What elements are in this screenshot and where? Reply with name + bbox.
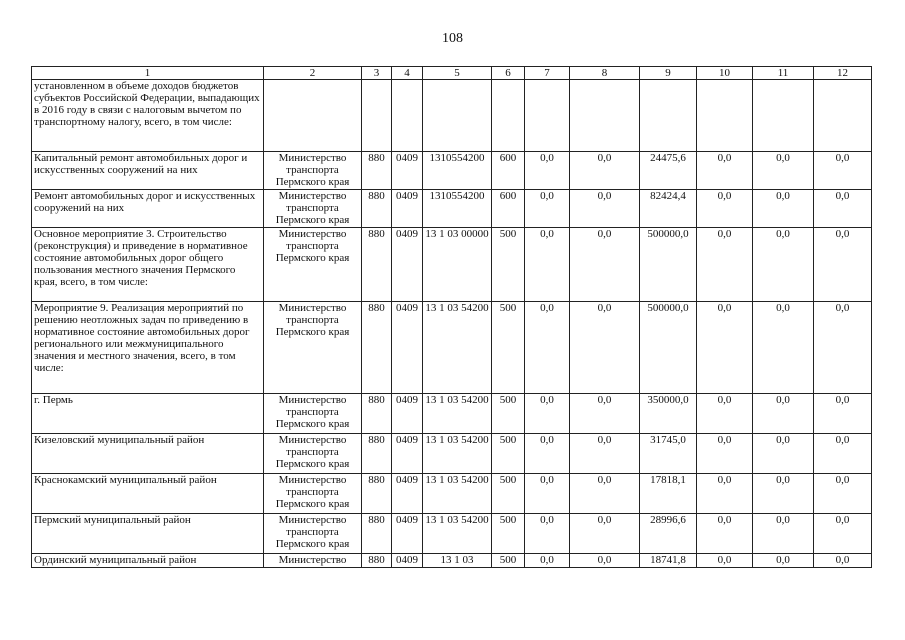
- value-cell: 0,0: [753, 190, 814, 228]
- value-cell: 500000,0: [640, 302, 697, 394]
- value-cell: 0,0: [570, 152, 640, 190]
- col-header: 5: [423, 67, 492, 80]
- value-cell: 500: [492, 302, 525, 394]
- value-cell: 880: [362, 434, 392, 474]
- col-header: 1: [32, 67, 264, 80]
- col-header: 6: [492, 67, 525, 80]
- value-cell: 13 1 03: [423, 554, 492, 568]
- value-cell: 0,0: [570, 190, 640, 228]
- col-header: 9: [640, 67, 697, 80]
- value-cell: 0,0: [525, 434, 570, 474]
- value-cell: 600: [492, 190, 525, 228]
- row-name-cell: Мероприятие 9. Реализация мероприятий по решению неотложных задач по приведению в нормативное состояние автомобильных дорог регионального или межмуниципального значения и местного значения, всего, в том числе:: [32, 302, 264, 394]
- value-cell: 880: [362, 152, 392, 190]
- table-row: [32, 302, 872, 394]
- table-row: [32, 228, 872, 302]
- value-cell: 0,0: [570, 228, 640, 302]
- value-cell: 0,0: [697, 228, 753, 302]
- value-cell: 880: [362, 554, 392, 568]
- row-name-cell: Ремонт автомобильных дорог и искусственных сооружений на них: [32, 190, 264, 228]
- value-cell: 0,0: [570, 474, 640, 514]
- value-cell: 82424,4: [640, 190, 697, 228]
- row-name-cell: Основное мероприятие 3. Строительство (реконструкция) и приведение в нормативное состояние автомобильных дорог общего пользования местного значения Пермского края, всего, в том числе:: [32, 228, 264, 302]
- col-header: 2: [264, 67, 362, 80]
- value-cell: 1310554200: [423, 152, 492, 190]
- value-cell: 500: [492, 554, 525, 568]
- value-cell: 0,0: [753, 228, 814, 302]
- value-cell: 13 1 03 54200: [423, 514, 492, 554]
- ministry-cell: Министерство транспорта Пермского края: [264, 394, 362, 434]
- value-cell: 0409: [392, 514, 423, 554]
- value-cell: [753, 80, 814, 152]
- table-row: [32, 394, 872, 434]
- value-cell: [814, 80, 872, 152]
- value-cell: 500: [492, 514, 525, 554]
- table-row: [32, 190, 872, 228]
- column-number-header: [32, 67, 872, 80]
- value-cell: 0,0: [814, 434, 872, 474]
- value-cell: 28996,6: [640, 514, 697, 554]
- value-cell: 13 1 03 00000: [423, 228, 492, 302]
- row-name-cell: Ординский муниципальный район: [32, 554, 264, 568]
- value-cell: 0,0: [814, 554, 872, 568]
- value-cell: 880: [362, 394, 392, 434]
- value-cell: 880: [362, 474, 392, 514]
- ministry-cell: Министерство транспорта Пермского края: [264, 228, 362, 302]
- col-header: 12: [814, 67, 872, 80]
- value-cell: 0,0: [753, 474, 814, 514]
- ministry-cell: Министерство транспорта Пермского края: [264, 152, 362, 190]
- table-row: [32, 434, 872, 474]
- value-cell: 31745,0: [640, 434, 697, 474]
- value-cell: 13 1 03 54200: [423, 302, 492, 394]
- value-cell: 0409: [392, 394, 423, 434]
- value-cell: 880: [362, 190, 392, 228]
- value-cell: 0,0: [697, 302, 753, 394]
- col-header: 4: [392, 67, 423, 80]
- value-cell: 0409: [392, 474, 423, 514]
- value-cell: 13 1 03 54200: [423, 434, 492, 474]
- value-cell: 0,0: [697, 190, 753, 228]
- value-cell: 0,0: [753, 514, 814, 554]
- col-header: 8: [570, 67, 640, 80]
- value-cell: 500: [492, 434, 525, 474]
- value-cell: 0,0: [697, 514, 753, 554]
- table-row: [32, 80, 872, 152]
- value-cell: 0409: [392, 152, 423, 190]
- value-cell: 0,0: [814, 228, 872, 302]
- ministry-cell: Министерство транспорта Пермского края: [264, 434, 362, 474]
- value-cell: 0,0: [697, 434, 753, 474]
- ministry-cell: Министерство транспорта Пермского края: [264, 514, 362, 554]
- value-cell: 500: [492, 228, 525, 302]
- col-header: 7: [525, 67, 570, 80]
- value-cell: 0,0: [525, 190, 570, 228]
- value-cell: 18741,8: [640, 554, 697, 568]
- value-cell: [570, 80, 640, 152]
- row-name-cell: установленном в объеме доходов бюджетов субъектов Российской Федерации, выпадающих в 2016 году в связи с налоговым вычетом по транспортному налогу, всего, в том числе:: [32, 80, 264, 152]
- value-cell: 0,0: [753, 394, 814, 434]
- value-cell: [640, 80, 697, 152]
- value-cell: 0,0: [525, 514, 570, 554]
- value-cell: 24475,6: [640, 152, 697, 190]
- value-cell: 880: [362, 514, 392, 554]
- value-cell: 0,0: [814, 152, 872, 190]
- value-cell: 0,0: [814, 474, 872, 514]
- value-cell: 0,0: [570, 434, 640, 474]
- table-row: [32, 152, 872, 190]
- value-cell: 0,0: [570, 514, 640, 554]
- page-number: 108: [442, 31, 463, 46]
- ministry-cell: [264, 80, 362, 152]
- value-cell: 0,0: [697, 554, 753, 568]
- value-cell: [697, 80, 753, 152]
- value-cell: 0409: [392, 554, 423, 568]
- value-cell: 0,0: [814, 394, 872, 434]
- value-cell: [392, 80, 423, 152]
- value-cell: [492, 80, 525, 152]
- value-cell: 0,0: [570, 394, 640, 434]
- value-cell: 0,0: [525, 474, 570, 514]
- value-cell: 13 1 03 54200: [423, 474, 492, 514]
- budget-table: [31, 66, 872, 568]
- value-cell: 880: [362, 228, 392, 302]
- value-cell: 0,0: [570, 302, 640, 394]
- value-cell: 0,0: [753, 434, 814, 474]
- value-cell: 0409: [392, 434, 423, 474]
- value-cell: 17818,1: [640, 474, 697, 514]
- value-cell: 0,0: [753, 152, 814, 190]
- value-cell: 0,0: [525, 152, 570, 190]
- ministry-cell: Министерство транспорта Пермского края: [264, 474, 362, 514]
- value-cell: 600: [492, 152, 525, 190]
- ministry-cell: Министерство: [264, 554, 362, 568]
- value-cell: 0409: [392, 190, 423, 228]
- row-name-cell: Капитальный ремонт автомобильных дорог и искусственных сооружений на них: [32, 152, 264, 190]
- value-cell: 0,0: [525, 228, 570, 302]
- value-cell: 0,0: [697, 152, 753, 190]
- value-cell: 0,0: [697, 474, 753, 514]
- value-cell: 0,0: [753, 302, 814, 394]
- row-name-cell: Кизеловский муниципальный район: [32, 434, 264, 474]
- value-cell: 0,0: [525, 302, 570, 394]
- value-cell: 0,0: [525, 394, 570, 434]
- value-cell: 13 1 03 54200: [423, 394, 492, 434]
- value-cell: 0,0: [753, 554, 814, 568]
- table-row: [32, 514, 872, 554]
- col-header: 10: [697, 67, 753, 80]
- col-header: 11: [753, 67, 814, 80]
- value-cell: 0,0: [525, 554, 570, 568]
- row-name-cell: Краснокамский муниципальный район: [32, 474, 264, 514]
- row-name-cell: г. Пермь: [32, 394, 264, 434]
- ministry-cell: Министерство транспорта Пермского края: [264, 190, 362, 228]
- row-name-cell: Пермский муниципальный район: [32, 514, 264, 554]
- value-cell: 0409: [392, 302, 423, 394]
- value-cell: 0,0: [570, 554, 640, 568]
- value-cell: 500000,0: [640, 228, 697, 302]
- value-cell: 0,0: [697, 394, 753, 434]
- value-cell: 0,0: [814, 190, 872, 228]
- value-cell: 500: [492, 474, 525, 514]
- value-cell: 0409: [392, 228, 423, 302]
- value-cell: 0,0: [814, 302, 872, 394]
- table-row: [32, 474, 872, 514]
- value-cell: 1310554200: [423, 190, 492, 228]
- value-cell: 880: [362, 302, 392, 394]
- ministry-cell: Министерство транспорта Пермского края: [264, 302, 362, 394]
- value-cell: [525, 80, 570, 152]
- value-cell: 500: [492, 394, 525, 434]
- table-row: [32, 554, 872, 568]
- value-cell: 350000,0: [640, 394, 697, 434]
- value-cell: 0,0: [814, 514, 872, 554]
- value-cell: [423, 80, 492, 152]
- col-header: 3: [362, 67, 392, 80]
- value-cell: [362, 80, 392, 152]
